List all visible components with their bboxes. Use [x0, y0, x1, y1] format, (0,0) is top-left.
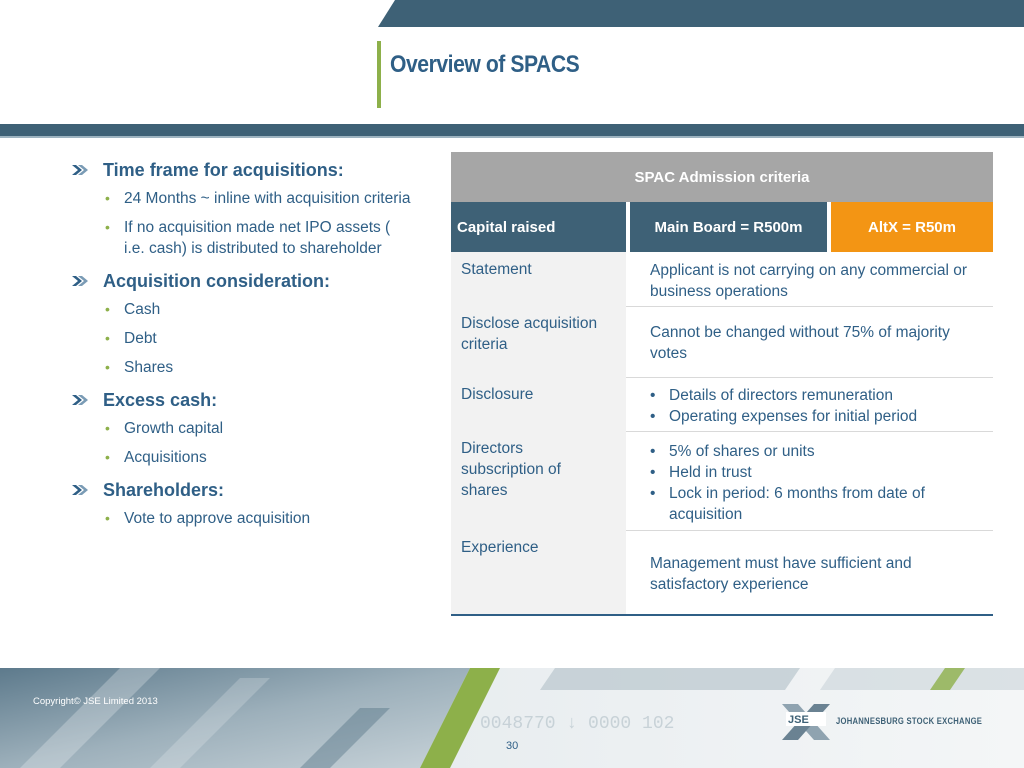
copyright-notice: Copyright© JSE Limited 2013: [33, 696, 158, 707]
section-heading: Time frame for acquisitions:: [103, 159, 344, 180]
list-item: • Vote to approve acquisition: [124, 508, 414, 529]
chevron-right-icon: [72, 483, 92, 497]
left-bullet-panel: [72, 158, 432, 539]
table-row-value: Applicant is not carrying on any commercial or business operations: [650, 262, 968, 300]
column-header-main-board: Main Board = R500m: [630, 202, 827, 252]
table-row-label: Directors subscription of shares: [451, 431, 626, 530]
table-bottom-rule: [451, 614, 993, 616]
column-header-altx: AltX = R50m: [831, 202, 993, 252]
row-divider: [626, 377, 993, 378]
row-divider: [626, 306, 993, 307]
table-row-label: Experience: [451, 530, 626, 614]
section-heading: Shareholders:: [103, 479, 225, 500]
table-row-value: [626, 441, 970, 525]
table-row-label: Disclose acquisition criteria: [451, 306, 626, 377]
table-row-value: Management must have sufficient and satisfactory experience: [650, 555, 912, 593]
list-item: • Cash: [124, 299, 414, 320]
chevron-right-icon: [72, 163, 92, 177]
row-divider: [626, 431, 993, 432]
section-shareholders: [72, 478, 432, 529]
table-row-label: Disclosure: [451, 377, 626, 431]
chevron-right-icon: [72, 393, 92, 407]
list-item: • 24 Months ~ inline with acquisition criteria: [124, 188, 414, 209]
list-item: • Held in trust: [650, 462, 970, 483]
jse-logo-text: JSE: [788, 714, 809, 726]
table-header: SPAC Admission criteria: [451, 152, 993, 202]
header-divider-shadow: [0, 136, 1024, 138]
list-item: • Details of directors remuneration: [650, 385, 993, 406]
column-header-capital-raised: Capital raised: [451, 202, 626, 252]
svg-text:0048770 ↓ 0000 102: 0048770 ↓ 0000 102: [480, 714, 675, 734]
page-number: 30: [506, 740, 519, 752]
title-accent-rule: [377, 41, 381, 108]
header-divider-bar: [0, 124, 1024, 136]
list-item: • Shares: [124, 357, 414, 378]
list-item: • Acquisitions: [124, 447, 414, 468]
list-item: • If no acquisition made net IPO assets ( i.e. cash) is distributed to shareholder: [124, 217, 414, 259]
list-item: • Lock in period: 6 months from date of acquisition: [650, 483, 970, 525]
section-heading: Acquisition consideration:: [103, 270, 331, 291]
table-row-value: Cannot be changed without 75% of majority votes: [650, 324, 950, 362]
top-decor-band: [0, 0, 1024, 27]
list-item: • Growth capital: [124, 418, 414, 439]
row-divider: [626, 530, 993, 531]
section-heading: Excess cash:: [103, 389, 218, 410]
section-acquisition-consideration: [72, 269, 432, 378]
table-row-label: Statement: [451, 252, 626, 306]
list-item: • 5% of shares or units: [650, 441, 970, 462]
list-item: • Operating expenses for initial period: [650, 406, 993, 427]
chevron-right-icon: [72, 274, 92, 288]
section-time-frame: [72, 158, 432, 259]
section-excess-cash: [72, 388, 432, 468]
page-title: Overview of SPACS: [390, 51, 580, 78]
table-row-value: [626, 385, 993, 427]
list-item: • Debt: [124, 328, 414, 349]
exchange-name: JOHANNESBURG STOCK EXCHANGE: [836, 716, 983, 726]
